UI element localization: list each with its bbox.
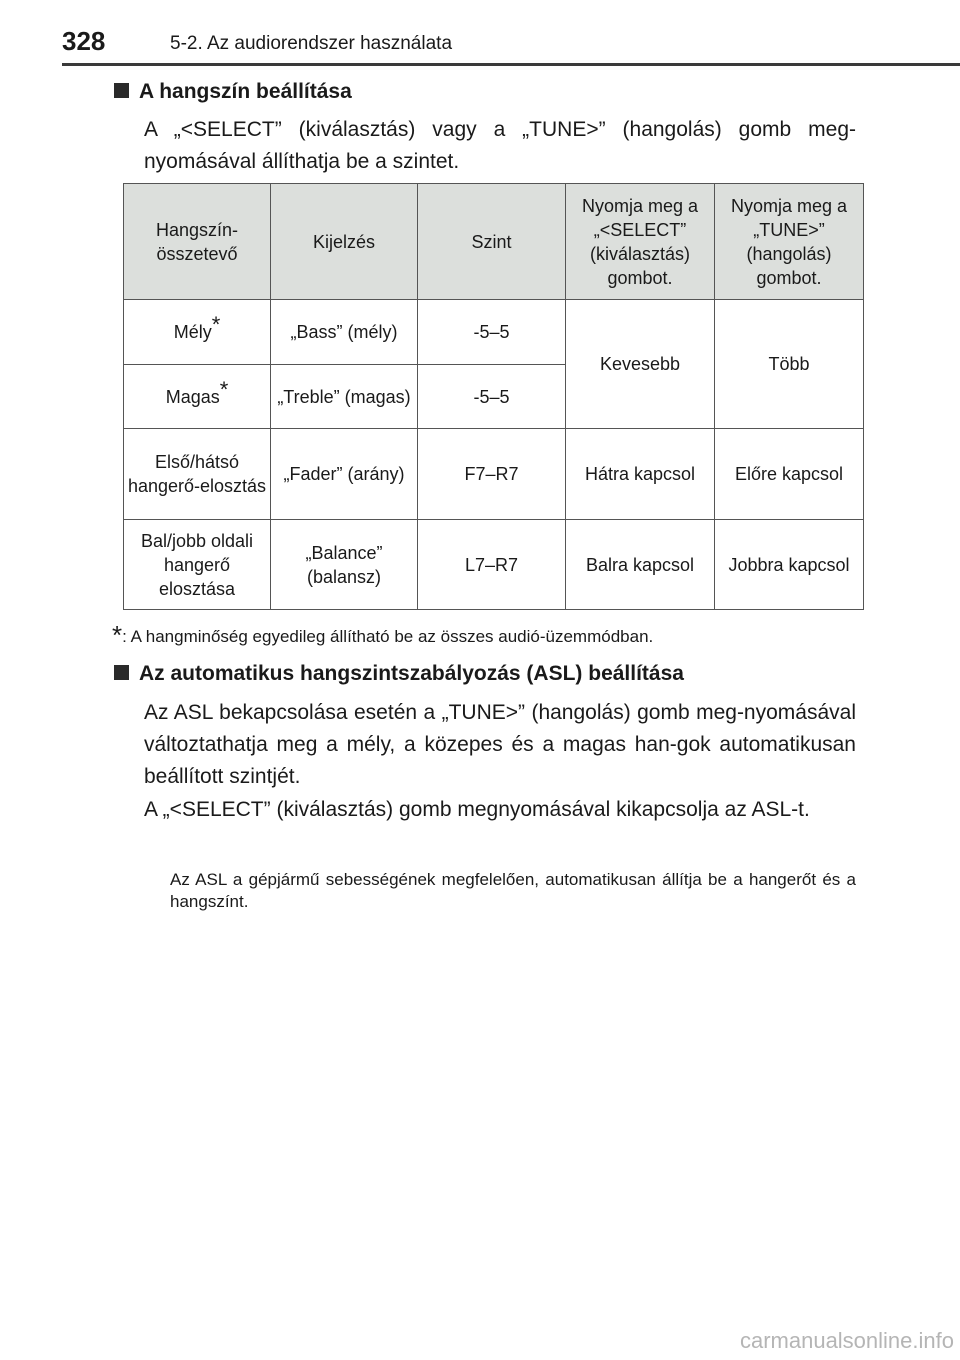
page-header — [62, 26, 960, 66]
component-cell: Magas* — [124, 365, 271, 429]
asl-paragraph-2: A „<SELECT” (kiválasztás) gomb megnyomásával kikapcsolja az ASL-t. — [144, 798, 810, 821]
display-cell: „Bass” (mély) — [271, 300, 418, 365]
level-cell: -5–5 — [418, 300, 566, 365]
square-bullet-icon — [114, 665, 129, 680]
header-cell: Nyomja meg a „TUNE>” (hangolás) gombot. — [715, 184, 864, 300]
component-cell: Első/hátsó hangerő-elosztás — [124, 429, 271, 520]
display-cell: „Balance” (balansz) — [271, 520, 418, 610]
header-cell: Hangszín-összetevő — [124, 184, 271, 300]
table-row — [124, 520, 864, 610]
select-action-cell: Kevesebb — [566, 300, 715, 429]
tone-settings-table — [123, 183, 864, 610]
display-cell: „Treble” (magas) — [271, 365, 418, 429]
asterisk-mark: * — [219, 376, 229, 402]
footnote-asterisk: * — [112, 620, 123, 650]
chapter-title: 5-2. Az audiorendszer használata — [170, 33, 453, 54]
component-cell: Bal/jobb oldali hangerő elosztása — [124, 520, 271, 610]
table-row — [124, 300, 864, 365]
page-number: 328 — [62, 26, 106, 56]
level-cell: F7–R7 — [418, 429, 566, 520]
table-header-row — [124, 184, 864, 300]
square-bullet-icon — [114, 83, 129, 98]
asl-note: Az ASL a gépjármű sebességének megfelelően, automatikusan állítja be a hangerőt és a hangszínt. — [170, 870, 856, 911]
asterisk-mark: * — [211, 312, 221, 337]
header-cell: Szint — [418, 184, 566, 300]
asl-paragraph-1: Az ASL bekapcsolása esetén a „TUNE>” (hangolás) gomb meg-nyomásával változtathatja meg a mély, a közepes és a magas han-gok automatikusan beállított szintjét. — [144, 701, 856, 788]
header-rule — [62, 63, 960, 66]
table-footnote — [112, 620, 653, 651]
tune-action-cell: Több — [715, 300, 864, 429]
section-title-asl — [114, 662, 684, 686]
footnote-text: : A hangminőség egyedileg állítható be az összes audió-üzemmódban. — [122, 627, 654, 646]
watermark: carmanualsonline.info — [739, 1328, 954, 1353]
tune-action-cell: Jobbra kapcsol — [715, 520, 864, 610]
section-title-tone — [114, 80, 352, 104]
level-cell: L7–R7 — [418, 520, 566, 610]
tone-intro-paragraph: A „<SELECT” (kiválasztás) vagy a „TUNE>” (hangolás) gomb meg-nyomásával állíthatja be a szintet. — [144, 118, 856, 173]
section-title-text: A hangszín beállítása — [139, 80, 352, 103]
level-cell: -5–5 — [418, 365, 566, 429]
select-action-cell: Balra kapcsol — [566, 520, 715, 610]
header-cell: Kijelzés — [271, 184, 418, 300]
select-action-cell: Hátra kapcsol — [566, 429, 715, 520]
header-cell: Nyomja meg a „<SELECT” (kiválasztás) gombot. — [566, 184, 715, 300]
component-cell: Mély* — [124, 300, 271, 365]
tune-action-cell: Előre kapcsol — [715, 429, 864, 520]
table-row — [124, 429, 864, 520]
display-cell: „Fader” (arány) — [271, 429, 418, 520]
section-title-text: Az automatikus hangszintszabályozás (ASL) beállítása — [139, 662, 684, 685]
